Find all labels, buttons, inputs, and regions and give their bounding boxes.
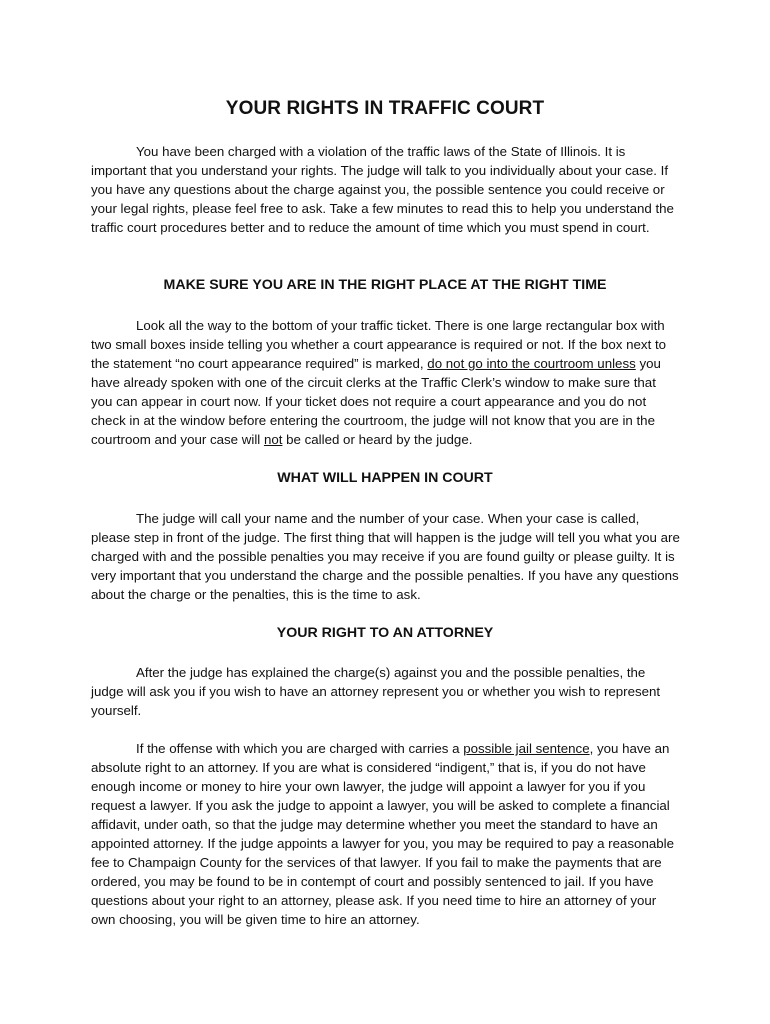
what-will-happen-text: The judge will call your name and the number of your case. When your case is called, please step in front of the judge. The first thing that will happen is the judge will tell you what you are charged with and the possible penalties you may receive if you are found guilty or please guilty. It is very important that you understand the charge and the possible penalties. If you have any questions about the charge or the penalties, this is the time to ask. — [91, 511, 680, 602]
right-place-text-b: you have already spoken with one of the circuit clerks at the Traffic Clerk’s window to make sure that you can appear in court now. If your ticket does not require a court appearance and you do not check in at the window before entering the courtroom, the judge will not know that you are in the courtroom and your case will — [91, 356, 661, 447]
underlined-not: not — [263, 432, 283, 447]
what-will-happen-paragraph — [91, 509, 680, 604]
attorney-paragraph-1 — [91, 663, 680, 720]
attorney-text-1: After the judge has explained the charge(s) against you and the possible penalties, the judge will ask you if you wish to have an attorney represent you or whether you wish to represent yourself. — [91, 665, 661, 718]
intro-text: You have been charged with a violation of the traffic laws of the State of Illinois. It is important that you understand your rights. The judge will talk to you individually about your case. If you have any questions about the charge against you, the possible sentence you could receive or your legal rights, please feel free to ask. Take a few minutes to read this to help you understand the traffic court procedures better and to reduce the amount of time which you must spend in court. — [91, 144, 674, 235]
attorney-text-2b: , you have an absolute right to an attorney. If you are what is considered “indigent,” that is, if you do not have enough income or money to hire your own lawyer, the judge will appoint a lawyer for you if you request a lawyer. If you ask the judge to appoint a lawyer, you will be asked to complete a financial affidavit, under oath, so that the judge may determine whether you meet the standard to have an appointed attorney. If the judge appoints a lawyer for you, you may be required to pay a reasonable fee to Champaign County for the services of that lawyer. If you fail to make the payments that are ordered, you may be found to be in contempt of court and possibly sentenced to jail. If you have questions about your right to an attorney, please ask. If you need time to hire an attorney of your own choosing, you will be given time to hire an attorney. — [91, 741, 674, 927]
section-heading-right-place: MAKE SURE YOU ARE IN THE RIGHT PLACE AT THE RIGHT TIME — [163, 277, 607, 293]
section-heading-right-to-attorney: YOUR RIGHT TO AN ATTORNEY — [276, 625, 494, 641]
document-title: YOUR RIGHTS IN TRAFFIC COURT — [225, 98, 545, 119]
attorney-text-2a: If the offense with which you are charged with carries a — [136, 741, 464, 756]
underlined-courtroom-warning: do not go into the courtroom unless — [427, 356, 636, 371]
section-heading-what-will-happen: WHAT WILL HAPPEN IN COURT — [277, 470, 493, 486]
right-place-text-c: be called or heard by the judge. — [282, 432, 473, 447]
attorney-paragraph-2 — [91, 739, 680, 929]
right-place-text-a: Look all the way to the bottom of your traffic ticket. There is one large rectangular box with two small boxes inside telling you whether a court appearance is required or not. If the box next to the statement “no court appearance required” is marked, — [91, 318, 667, 371]
underlined-possible-jail-sentence: possible jail sentence — [463, 741, 590, 756]
intro-paragraph — [91, 142, 680, 237]
right-place-paragraph — [91, 316, 680, 449]
